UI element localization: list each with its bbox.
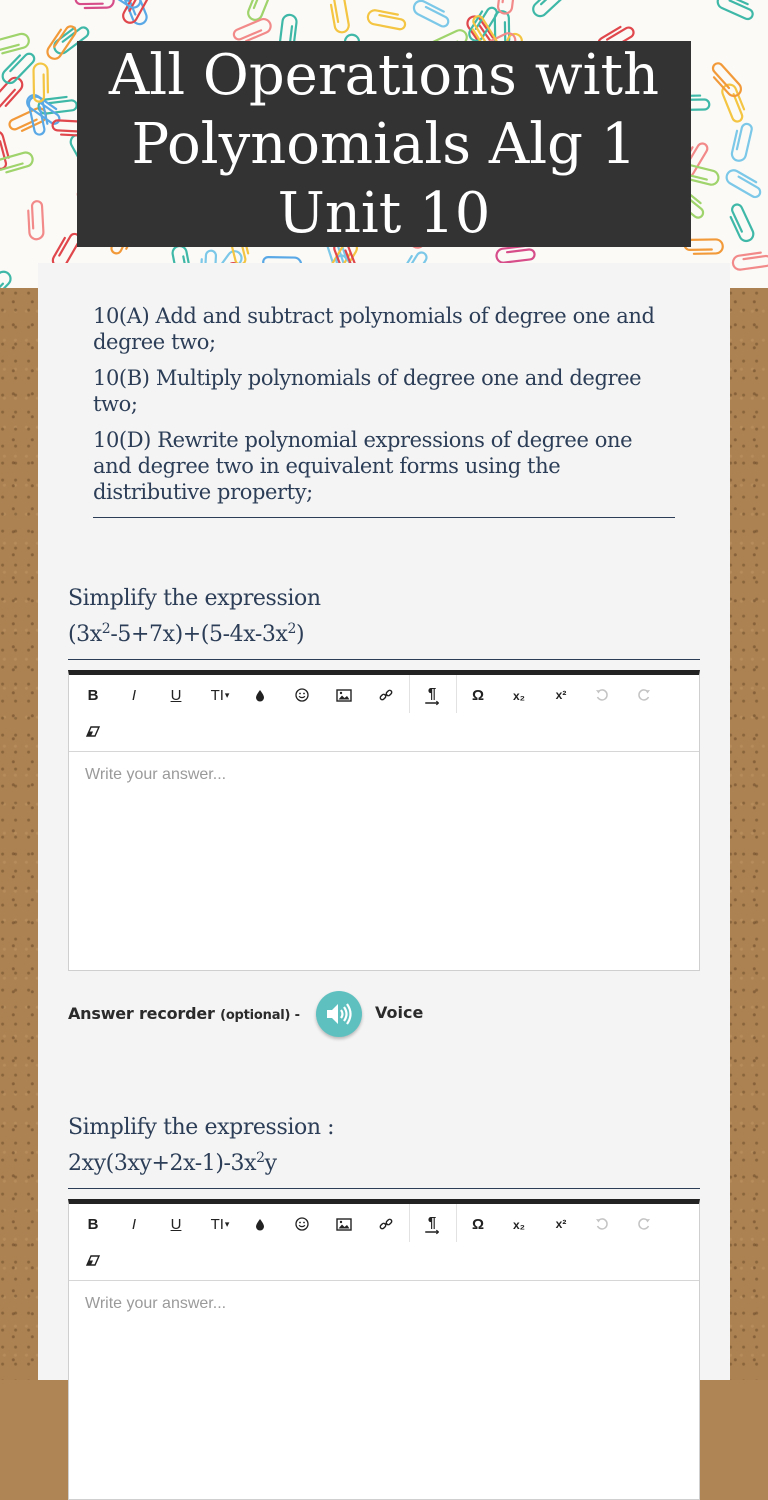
paperclip-decoration [367,9,407,30]
question-1 [68,581,700,1037]
answer-recorder [68,991,700,1037]
toolbar-divider [456,675,458,713]
drop-icon[interactable] [247,682,273,708]
answer-input[interactable]: Write your answer... [85,1295,227,1312]
answer-input[interactable]: Write your answer... [85,766,227,783]
objective-item: 10(D) Rewrite polynomial expressions of degree one and degree two in equivalent forms using the distributive property; [93,428,633,504]
question-prompt [68,1110,700,1189]
link-icon[interactable] [373,682,399,708]
objectives [93,303,675,518]
smiley-icon[interactable] [289,1211,315,1237]
question-text: Simplify the expression [68,586,321,611]
italic-button[interactable]: I [131,686,137,704]
toolbar-divider [409,675,411,713]
question-text: Simplify the expression : [68,1115,335,1140]
paperclip-decoration [530,0,567,19]
smiley-icon[interactable] [289,682,315,708]
question-expression: $(3x^2-5+7x)+(5-4x-3x^2)$ [68,621,305,647]
editor-toolbar [69,675,699,752]
paperclip-decoration [28,201,44,240]
underline-button[interactable]: U [170,686,182,704]
paperclip-decoration [731,122,753,162]
arrow-right-icon: ⟶ [424,1226,440,1238]
title-banner [77,41,691,247]
paperclip-decoration [104,0,143,10]
subscript-button[interactable]: x₂ [512,689,525,703]
paperclip-decoration [708,61,744,99]
page-title: All Operations with Polynomials Alg 1 Unit 10 [108,42,660,246]
objective-item: 10(A) Add and subtract polynomials of degree one and degree two; [93,304,655,354]
drop-icon[interactable] [247,1211,273,1237]
editor-toolbar [69,1204,699,1281]
text-size-button[interactable]: TI ▾ [210,1215,230,1233]
italic-button[interactable]: I [131,1215,137,1233]
speaker-icon [324,1001,354,1027]
chevron-down-icon: ▾ [224,1218,230,1229]
redo-icon[interactable] [631,1211,657,1237]
underline-button[interactable]: U [170,1215,182,1233]
question-expression: $2xy(3xy+2x-1)-3x^2y$ [68,1150,277,1176]
subscript-button[interactable]: x₂ [512,1218,525,1232]
question-prompt [68,581,700,660]
paperclip-decoration [0,32,30,55]
undo-icon[interactable] [589,682,615,708]
omega-button[interactable]: Ω [471,1215,485,1233]
paperclip-decoration [76,0,114,8]
link-icon[interactable] [373,1211,399,1237]
image-icon[interactable] [331,1211,357,1237]
answer-editor [68,670,700,971]
bold-button[interactable]: B [87,686,99,704]
omega-button[interactable]: Ω [471,686,485,704]
paragraph-button[interactable]: ¶ ⟶ [424,684,440,709]
paperclip-decoration [715,0,755,21]
toolbar-divider [456,1204,458,1242]
paperclip-decoration [724,168,764,199]
text-size-button[interactable]: TI ▾ [210,686,230,704]
toolbar-divider [409,1204,411,1242]
redo-icon[interactable] [631,682,657,708]
arrow-right-icon: ⟶ [424,697,440,709]
superscript-button[interactable]: x² [555,688,567,702]
image-icon[interactable] [331,682,357,708]
paperclip-decoration [496,245,535,264]
paperclip-decoration [732,251,768,270]
paperclip-decoration [0,269,13,290]
answer-editor [68,1199,700,1500]
paragraph-button[interactable]: ¶ ⟶ [424,1213,440,1238]
paperclip-decoration [412,0,452,28]
paperclip-decoration [246,0,273,22]
bold-button[interactable]: B [87,1215,99,1233]
recorder-label: Answer recorder (optional) - [68,1004,300,1023]
paperclip-decoration [727,203,756,243]
paperclip-decoration [329,0,349,33]
superscript-button[interactable]: x² [555,1217,567,1231]
eraser-icon[interactable] [80,719,106,745]
question-2 [68,1110,700,1500]
voice-record-button[interactable] [316,991,362,1037]
paperclip-decoration [0,49,36,86]
objective-item: 10(B) Multiply polynomials of degree one and degree two; [93,366,642,416]
undo-icon[interactable] [589,1211,615,1237]
eraser-icon[interactable] [80,1248,106,1274]
voice-label[interactable]: Voice [375,1003,424,1022]
paperclip-decoration [0,130,11,170]
chevron-down-icon: ▾ [224,689,230,700]
worksheet [38,263,730,1380]
